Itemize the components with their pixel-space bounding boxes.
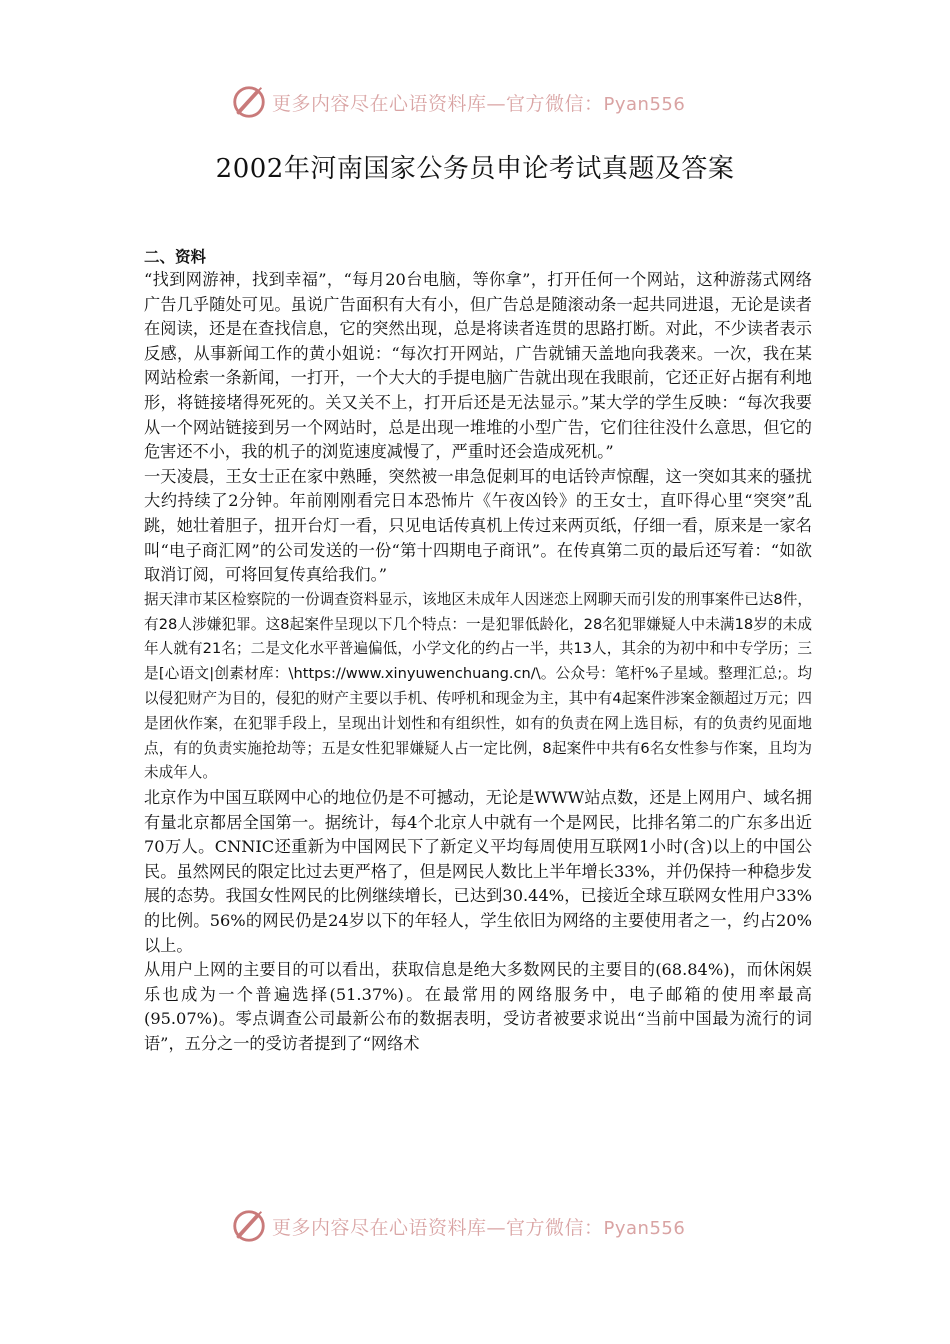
- watermark-text-cn: 更多内容尽在心语资料库—官方微信：: [272, 1216, 604, 1239]
- watermark-banner-bottom: [230, 1206, 750, 1246]
- paragraph-2: 一天凌晨，王女士正在家中熟睡，突然被一串急促刺耳的电话铃声惊醒，这一突如其来的骚扰大约持续了2分钟。年前刚刚看完日本恐怖片《午夜凶铃》的王女士，直吓得心里“突突”乱跳，她壮着胆子，扭开台灯一看，只见电话传真机上传过来两页纸，仔细一看，原来是一家名叫“电子商汇网”的公司发送的一份“第十四期电子商讯”。在传真第二页的最后还写着：“如欲取消订阅，可将回复传真给我们。”: [144, 466, 812, 585]
- watermark-text: [272, 1213, 685, 1240]
- watermark-text-cn: 更多内容尽在心语资料库—官方微信：: [272, 92, 604, 115]
- watermark-wechat-id: Pyan556: [603, 1217, 686, 1239]
- paragraph-5: 从用户上网的主要目的可以看出，获取信息是绝大多数网民的主要目的(68.84%)，而休闲娱乐也成为一个普遍选择(51.37%)。在最常用的网络服务中，电子邮箱的使用率最高(95.07%)。零点调查公司最新公布的数据表明，受访者被要求说出“当前中国最为流行的词语”，五分之一的受访者提到了“网络术: [144, 960, 812, 1054]
- document-title: 2002年河南国家公务员申论考试真题及答案: [215, 154, 735, 184]
- watermark-text: [272, 89, 685, 116]
- paragraph-4: 北京作为中国互联网中心的地位仍是不可撼动，无论是WWW站点数，还是上网用户、域名拥有量北京都居全国第一。据统计，每4个北京人中就有一个是网民，比排名第二的广东多出近70万人。CNNIC还重新为中国网民下了新定义平均每周使用互联网1小时(含)以上的中国公民。虽然网民的限定比过去更严格了，但是网民人数比上半年增长33%，并仍保持一种稳步发展的态势。我国女性网民的比例继续增长，已达到30.44%，已接近全球互联网女性用户33%的比例。56%的网民仍是24岁以下的年轻人，学生依旧为网络的主要使用者之一，约占20%以上。: [144, 788, 812, 955]
- pen-logo-icon: [230, 1207, 268, 1245]
- paragraph-3: 据天津市某区检察院的一份调查资料显示，该地区未成年人因迷恋上网聊天而引发的刑事案件已达8件，有28人涉嫌犯罪。这8起案件呈现以下几个特点：一是犯罪低龄化，28名犯罪嫌疑人中未满18岁的未成年人就有21名；二是文化水平普遍偏低，小学文化的约占一半，共13人，其余的为初中和中专学历；三是[心语文|创素材库：\https://www.xinyuwenchuang.cn/\。公众号：笔杆%子星域。整理汇总;。均以侵犯财产为目的，侵犯的财产主要以手机、传呼机和现金为主，其中有4起案件涉案金额超过万元；四是团伙作案，在犯罪手段上，呈现出计划性和有组织性，如有的负责在网上选目标，有的负责约见面地点，有的负责实施抢劫等；五是女性犯罪嫌疑人占一定比例，8起案件中共有6名女性参与作案，且均为未成年人。: [144, 590, 812, 782]
- pen-logo-icon: [230, 83, 268, 121]
- watermark-wechat-id: Pyan556: [603, 93, 686, 115]
- watermark-banner-top: [230, 82, 750, 122]
- paragraph-1: “找到网游神，找到幸福”，“每月20台电脑，等你拿”，打开任何一个网站，这种游荡式网络广告几乎随处可见。虽说广告面积有大有小，但广告总是随滚动条一起共同进退，无论是读者在阅读，还是在查找信息，它的突然出现，总是将读者连贯的思路打断。对此，不少读者表示反感，从事新闻工作的黄小姐说：“每次打开网站，广告就铺天盖地向我袭来。一次，我在某网站检索一条新闻，一打开，一个大大的手提电脑广告就出现在我眼前，它还正好占据有利地形，将链接堵得死死的。关又关不上，打开后还是无法显示。”某大学的学生反映：“每次我要从一个网站链接到另一个网站时，总是出现一堆堆的小型广告，它们往往没什么意思，但它的危害还不小，我的机子的浏览速度减慢了，严重时还会造成死机。”: [144, 270, 812, 462]
- section-heading: 二、资料: [144, 248, 207, 266]
- document-body: [144, 246, 812, 1057]
